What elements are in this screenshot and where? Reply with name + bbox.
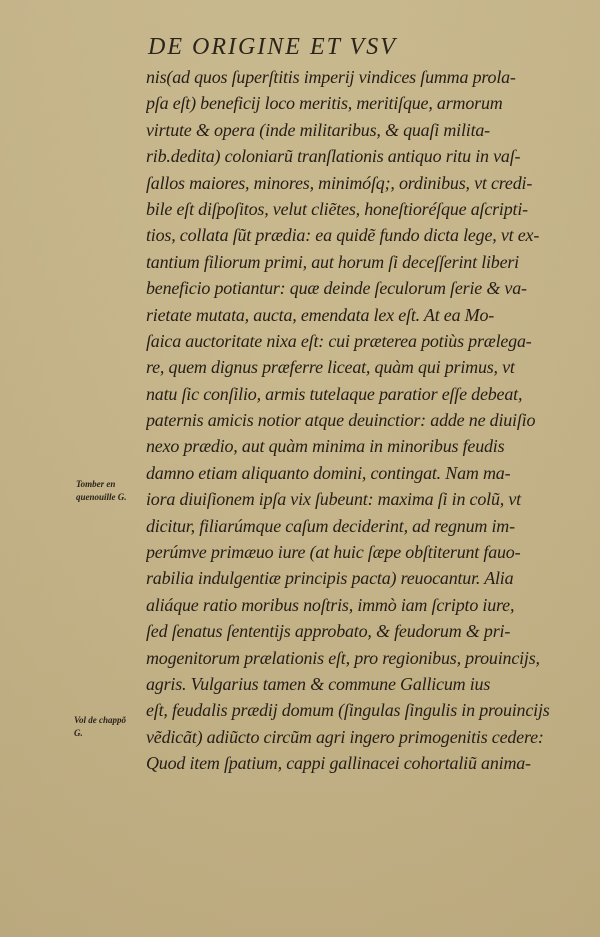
text-line-26: vẽdicãt) adiũcto circũm agri ingero primogenitis cedere: bbox=[146, 726, 544, 747]
text-line-15: nexo prædio, aut quàm minima in minoribus feudis bbox=[146, 436, 505, 457]
margin-note-vol bbox=[74, 714, 126, 740]
margin-note-tomber bbox=[76, 478, 127, 504]
text-line-1: nis(ad quos ſuperſtitis imperij vindices ſumma prola- bbox=[146, 67, 516, 87]
text-line-23: mogenitorum prælationis eſt, pro regionibus, prouincijs, bbox=[146, 647, 540, 668]
text-line-2: pſa eſt) beneficij loco meritis, meritiſque, armorum bbox=[146, 93, 503, 114]
body-text bbox=[146, 64, 576, 777]
text-line-14: paternis amicis notior atque deuinctior: adde ne diuiſio bbox=[146, 410, 536, 431]
text-line-24: agris. Vulgarius tamen & commune Gallicum ius bbox=[146, 673, 491, 694]
text-line-16: damno etiam aliquanto domini, contingat. Nam ma- bbox=[146, 462, 511, 483]
text-line-12: re, quem dignus præferre liceat, quàm qui primus, vt bbox=[146, 357, 515, 378]
margin-note-vol-line-1: Vol de chappõ bbox=[74, 715, 127, 725]
text-line-4: rib.dedita) coloniarũ tranſlationis antiquo ritu in vaſ- bbox=[146, 146, 521, 167]
text-line-22: ſed ſenatus ſententijs approbato, & feudorum & pri- bbox=[146, 621, 511, 642]
text-line-20: rabilia indulgentiæ principis pacta) reuocantur. Alia bbox=[146, 568, 514, 589]
text-line-7: tios, collata ſũt prædia: ea quidẽ fundo dicta lege, vt ex- bbox=[146, 225, 540, 246]
text-line-10: rietate mutata, aucta, emendata lex eſt. At ea Mo- bbox=[146, 304, 495, 325]
text-line-6: bile eſt diſpoſitos, velut cliẽtes, honeſtioréſque aſcripti- bbox=[146, 198, 528, 219]
text-line-3: virtute & opera (inde militaribus, & quaſi milita- bbox=[146, 119, 490, 140]
margin-note-tomber-line-1: Tomber en bbox=[76, 479, 116, 489]
text-line-19: perúmve primæuo iure (at huic ſæpe obſtiterunt fauo- bbox=[146, 542, 521, 563]
text-line-8: tantium filiorum primi, aut horum ſi deceſſerint liberi bbox=[146, 251, 519, 272]
running-head: DE ORIGINE ET VSV bbox=[148, 34, 397, 60]
text-line-27: Quod item ſpatium, cappi gallinacei cohortaliũ anima- bbox=[146, 753, 531, 774]
text-line-5: ſallos maiores, minores, minimóſq;, ordinibus, vt credi- bbox=[146, 172, 533, 193]
text-line-21: aliáque ratio moribus noſtris, immò iam ſcripto iure, bbox=[146, 594, 515, 615]
margin-note-vol-line-2: G. bbox=[74, 728, 83, 738]
text-line-25: eſt, feudalis prædij domum (ſingulas ſingulis in prouincijs bbox=[146, 700, 550, 721]
text-line-18: dicitur, filiarúmque caſum deciderint, ad regnum im- bbox=[146, 515, 515, 536]
text-line-13: natu ſic conſilio, armis tutelaque paratior eſſe debeat, bbox=[146, 383, 523, 404]
text-line-9: beneficio potiantur: quæ deinde ſeculorum ſerie & va- bbox=[146, 278, 527, 299]
margin-note-tomber-line-2: quenouille G. bbox=[76, 492, 127, 502]
text-line-11: ſaica auctoritate nixa eſt: cui præterea potiùs prælega- bbox=[146, 330, 532, 351]
text-line-17: iora diuiſionem ipſa vix ſubeunt: maxima ſi in colũ, vt bbox=[146, 489, 521, 510]
